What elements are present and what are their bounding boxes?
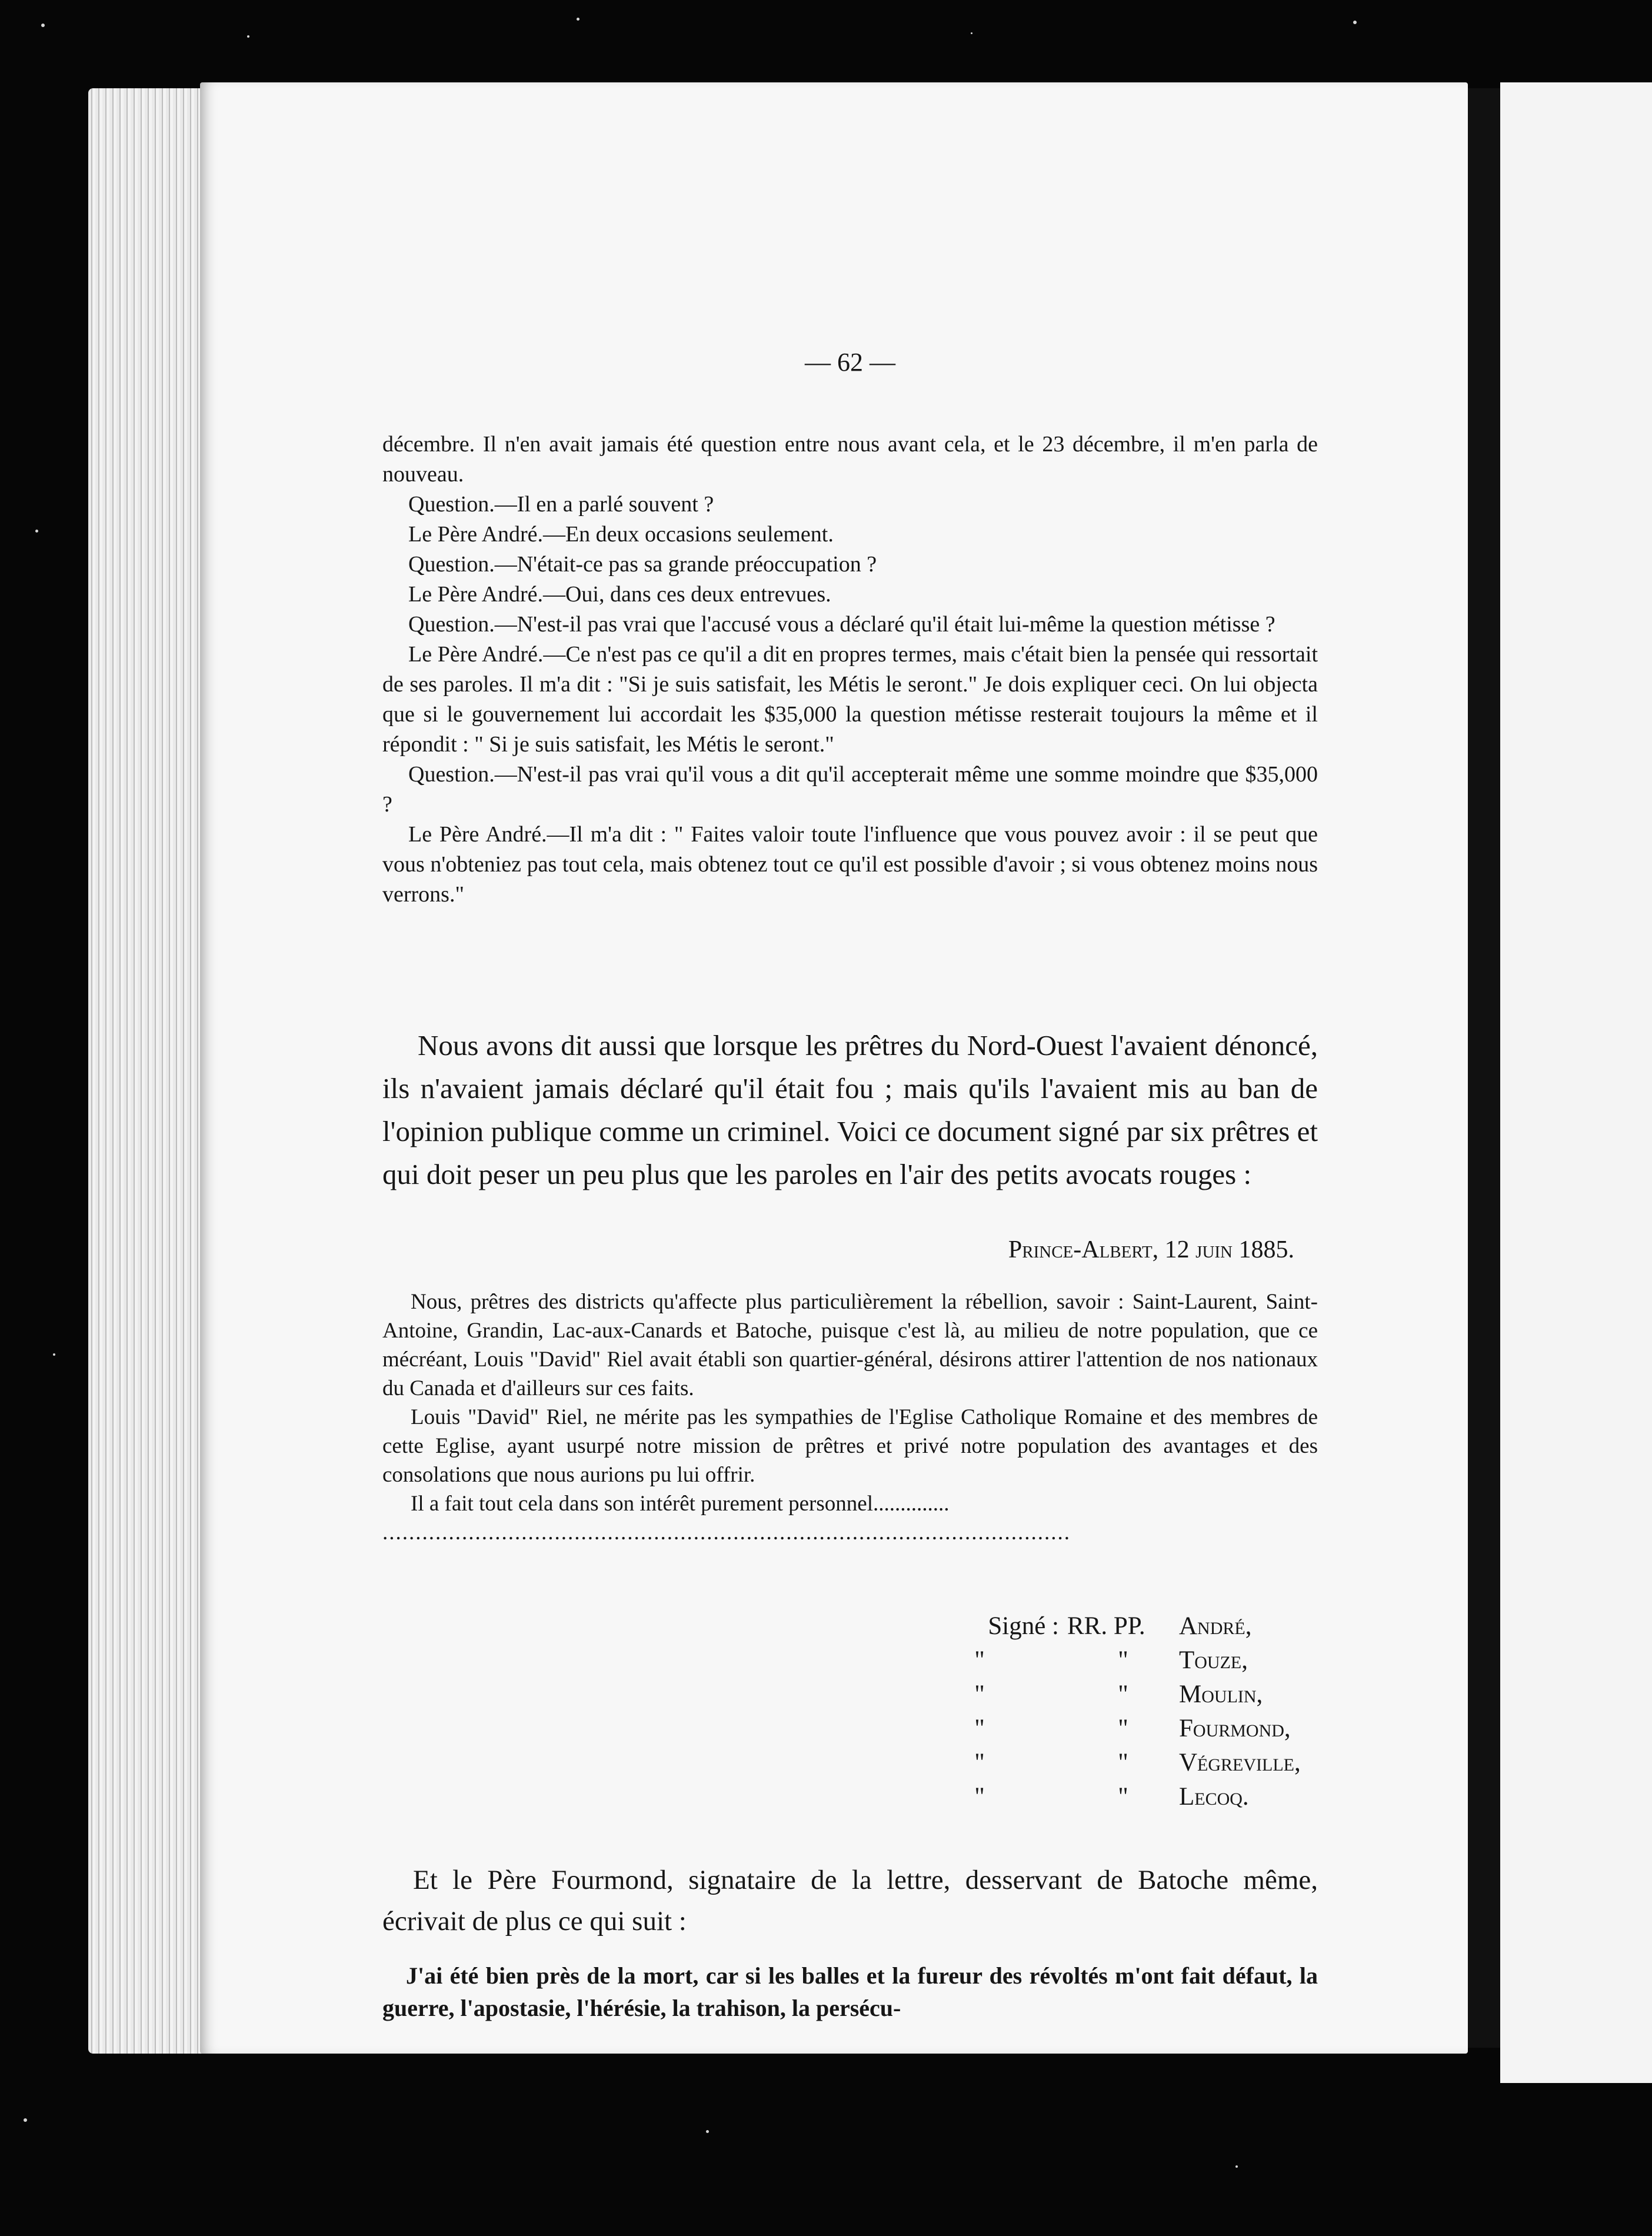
signatory-title: RR. PP. <box>1067 1612 1145 1640</box>
priests-declaration <box>382 1287 1318 1547</box>
page-number: — 62 — <box>805 348 895 377</box>
declaration-paragraph: Louis "David" Riel, ne mérite pas les sympathies de l'Eglise Catholique Romaine et des membres de cette Eglise, ayant usurpé notre mission de prêtres et privé notre population des avantages et des consolations que nous aurions pu lui offrir. <box>382 1405 1318 1487</box>
testimony-line: Le Père André.—Ce n'est pas ce qu'il a dit en propres termes, mais c'était bien la pensée qui ressortait de ses paroles. Il m'a dit : "Si je suis satisfait, les Métis le seront." Je dois expliquer ceci. On lui objecta que si le gouvernement lui accordait les $35,000 la question métisse resterait toujours la même et il répondit : " Si je suis satisfait, les Métis le seront." <box>382 642 1318 757</box>
ditto-mark: " <box>1118 1783 1128 1811</box>
ditto-mark: " <box>974 1681 985 1708</box>
testimony-line: décembre. Il n'en avait jamais été question entre nous avant cela, et le 23 décembre, il m'en parla de nouveau. <box>382 432 1318 487</box>
dateline: Prince-Albert, 12 juin 1885. <box>1008 1236 1294 1263</box>
testimony-line: Question.—N'était-ce pas sa grande préoccupation ? <box>408 552 877 577</box>
testimony-line: Le Père André.—En deux occasions seulement. <box>408 522 834 547</box>
testimony-line: Question.—Il en a parlé souvent ? <box>408 492 714 517</box>
declaration-paragraph: Nous, prêtres des districts qu'affecte plus particulièrement la rébellion, savoir : Saint-Laurent, Saint-Antoine, Grandin, Lac-aux-Canards et Batoche, puisque c'est là, au milieu de notre population, que ce mécréant, Louis "David" Riel avait établi son quartier-général, désirons attirer l'attention de nos nationaux du Canada et d'ailleurs sur ces faits. <box>382 1290 1318 1400</box>
signature-block <box>900 1609 1301 1814</box>
signature-row <box>900 1746 1301 1780</box>
testimony-transcript <box>382 430 1318 910</box>
testimony-line: Question.—N'est-il pas vrai que l'accusé vous a déclaré qu'il était lui-même la question métisse ? <box>408 612 1275 637</box>
fourmond-quote: J'ai été bien près de la mort, car si les balles et la fureur des révoltés m'ont fait défaut, la guerre, l'apostasie, l'hérésie, la trahison, la persécu- <box>382 1962 1318 2021</box>
main-paragraph: Nous avons dit aussi que lorsque les prêtres du Nord-Ouest l'avaient dénoncé, ils n'avaient jamais déclaré qu'il était fou ; mais qu'ils l'avaient mis au ban de l'opinion publique comme un criminel. Voici ce document signé par six prêtres et qui doit peser un peu plus que les paroles en l'air des petits avocats rouges : <box>382 1029 1318 1190</box>
ditto-mark: " <box>974 1715 985 1742</box>
signatory-name: Touze, <box>1179 1646 1248 1674</box>
ditto-mark: " <box>1118 1681 1128 1708</box>
ditto-mark: " <box>1118 1715 1128 1742</box>
ditto-mark: " <box>974 1783 985 1811</box>
signature-row <box>900 1643 1301 1678</box>
closing-paragraph: Et le Père Fourmond, signataire de la lettre, desservant de Batoche même, écrivait de plus ce qui suit : <box>382 1865 1318 1936</box>
signatory-name: Fourmond, <box>1179 1715 1291 1742</box>
testimony-line: Le Père André.—Oui, dans ces deux entrevues. <box>408 582 831 607</box>
signature-row <box>900 1609 1301 1643</box>
signature-row <box>900 1780 1301 1814</box>
signed-label: Signé : <box>988 1612 1059 1640</box>
book-page <box>200 82 1468 2054</box>
signature-row <box>900 1678 1301 1712</box>
signature-row <box>900 1712 1301 1746</box>
book-gutter <box>1468 88 1500 2048</box>
signatory-name: Lecoq. <box>1179 1783 1249 1811</box>
signatory-name: André, <box>1179 1612 1252 1640</box>
ditto-mark: " <box>974 1646 985 1674</box>
ellipsis-line: ........................................................................................................ <box>382 1520 1071 1545</box>
declaration-paragraph: Il a fait tout cela dans son intérêt purement personnel.............. <box>411 1492 950 1516</box>
testimony-line: Le Père André.—Il m'a dit : " Faites valoir toute l'influence que vous pouvez avoir : il se peut que vous n'obteniez pas tout cela, mais obtenez tout ce qu'il est possible d'avoir ; si vous obtenez moins nous verrons." <box>382 822 1318 907</box>
ditto-mark: " <box>1118 1646 1128 1674</box>
facing-page <box>1500 82 1652 2083</box>
testimony-line: Question.—N'est-il pas vrai qu'il vous a dit qu'il accepterait même une somme moindre que $35,000 ? <box>382 762 1318 817</box>
ditto-mark: " <box>1118 1749 1128 1776</box>
ditto-mark: " <box>974 1749 985 1776</box>
signatory-name: Végreville, <box>1179 1749 1301 1776</box>
signatory-name: Moulin, <box>1179 1681 1263 1708</box>
